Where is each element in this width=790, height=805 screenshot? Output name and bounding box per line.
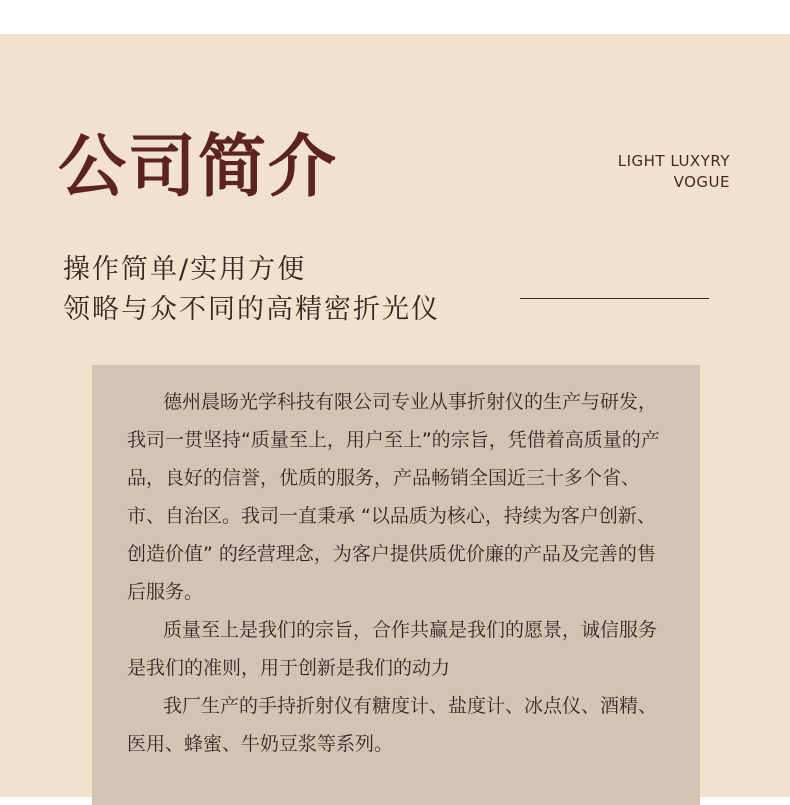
intro-text — [127, 383, 667, 763]
subtitle — [63, 250, 440, 330]
tagline — [618, 151, 730, 193]
intro-paragraph-3: 我厂生产的手持折射仪有糖度计、盐度计、冰点仪、酒精、医用、蜂蜜、牛奶豆浆等系列。 — [127, 695, 658, 755]
intro-paragraph-2: 质量至上是我们的宗旨，合作共赢是我们的愿景，诚信服务是我们的准则，用于创新是我们的动力 — [127, 619, 658, 679]
page-title: 公司简介 — [58, 128, 339, 207]
intro-paragraph-1: 德州晨旸光学科技有限公司专业从事折射仪的生产与研发，我司一贯坚持“质量至上，用户至上”的宗旨，凭借着高质量的产品，良好的信誉，优质的服务，产品畅销全国近三十多个省、市、自治区。我司一直秉承 “以品质为核心，持续为客户创新、创造价值” 的经营理念，为客户提供质优价廉的产品及完善的售后服务。 — [127, 391, 660, 603]
tagline-line-1: LIGHT LUXYRY — [617, 152, 730, 170]
top-white-strip — [0, 0, 790, 34]
subtitle-line-2: 领略与众不同的高精密折光仪 — [63, 294, 440, 325]
tagline-line-2: VOGUE — [673, 173, 730, 191]
subtitle-line-1: 操作简单/实用方便 — [63, 254, 307, 285]
divider-line — [520, 298, 709, 299]
